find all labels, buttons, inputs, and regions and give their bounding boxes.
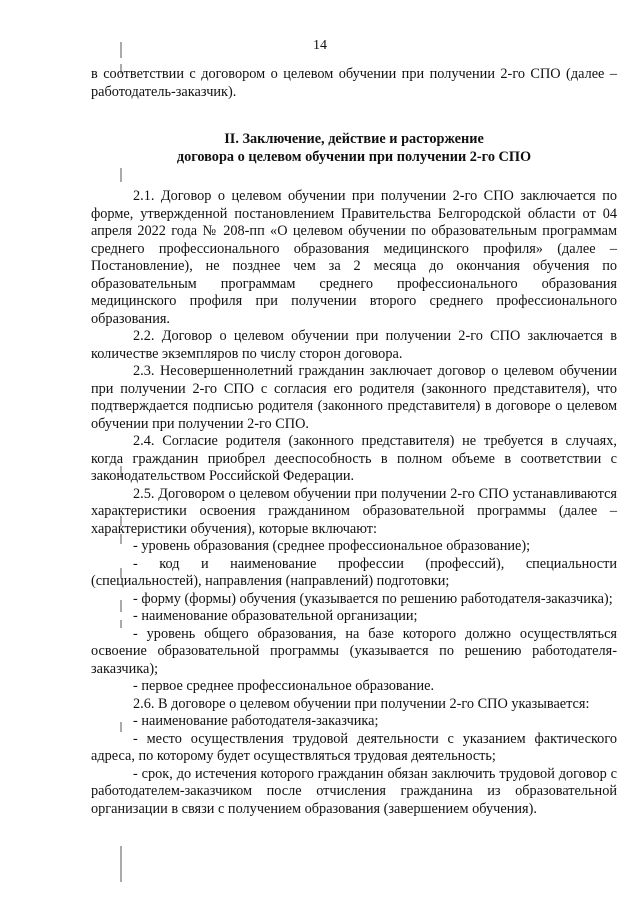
section-heading bbox=[91, 130, 617, 166]
list-item: - первое среднее профессиональное образование. bbox=[133, 678, 435, 694]
page-number: 14 bbox=[313, 38, 327, 53]
paragraph-2-5: 2.5. Договором о целевом обучении при получении 2-го СПО устанавливаются характеристики освоения гражданином образовательной программы (далее – характеристики обучения), которые включают: bbox=[91, 485, 617, 537]
list-item: - наименование работодателя-заказчика; bbox=[133, 713, 379, 729]
list-item: - место осуществления трудовой деятельности с указанием фактического адреса, по которому будет осуществляться трудовая деятельность; bbox=[91, 730, 617, 764]
list-item: - срок, до истечения которого гражданин обязан заключить трудовой договор с работодателем-заказчиком после отчисления гражданина из образовательной организации в связи с получением образования (завершением обучения). bbox=[91, 765, 617, 817]
list-item: - наименование образовательной организации; bbox=[133, 608, 418, 624]
paragraph-2-2: 2.2. Договор о целевом обучении при получении 2-го СПО заключается в количестве экземпляров по числу сторон договора. bbox=[91, 328, 617, 362]
section-heading-line1: II. Заключение, действие и расторжение bbox=[224, 131, 484, 147]
section-heading-line2: договора о целевом обучении при получении 2-го СПО bbox=[176, 149, 532, 165]
list-item: - уровень общего образования, на базе которого должно осуществляться освоение образовательной программы (указывается по решению работодателя-заказчика); bbox=[91, 625, 617, 677]
list-item: - уровень образования (среднее профессиональное образование); bbox=[133, 538, 531, 554]
document-body bbox=[91, 66, 617, 818]
list-item: - код и наименование профессии (профессий), специальности (специальностей), направления (направлений) подготовки; bbox=[91, 555, 617, 589]
paragraph-2-6: 2.6. В договоре о целевом обучении при получении 2-го СПО указывается: bbox=[133, 695, 590, 712]
paragraph-2-4: 2.4. Согласие родителя (законного представителя) не требуется в случаях, когда гражданин приобрел дееспособность в полном объеме в соответствии с законодательством Российской Федерации. bbox=[91, 433, 617, 484]
paragraph-2-1: 2.1. Договор о целевом обучении при получении 2-го СПО заключается по форме, утвержденной постановлением Правительства Белгородской области от 04 апреля 2022 года № 208-пп «О целевом обучении по образовательным программам среднего профессионального образования медицинского профиля» (далее – Постановление), не позднее чем за 2 месяца до окончания обучения по образовательным программам среднего профессионального образования медицинского профиля при получении второго среднего профессионального образования. bbox=[91, 188, 617, 327]
paragraph-2-3: 2.3. Несовершеннолетний гражданин заключает договор о целевом обучении при получении 2-го СПО с согласия его родителя (законного представителя), что подтверждается подписью родителя (законного представителя) в договоре о целевом обучении при получении 2-го СПО. bbox=[91, 363, 617, 432]
intro-text: в соответствии с договором о целевом обучении при получении 2-го СПО (далее – работодатель-заказчик). bbox=[91, 66, 617, 100]
list-item: - форму (формы) обучения (указывается по решению работодателя-заказчика); bbox=[133, 590, 613, 607]
